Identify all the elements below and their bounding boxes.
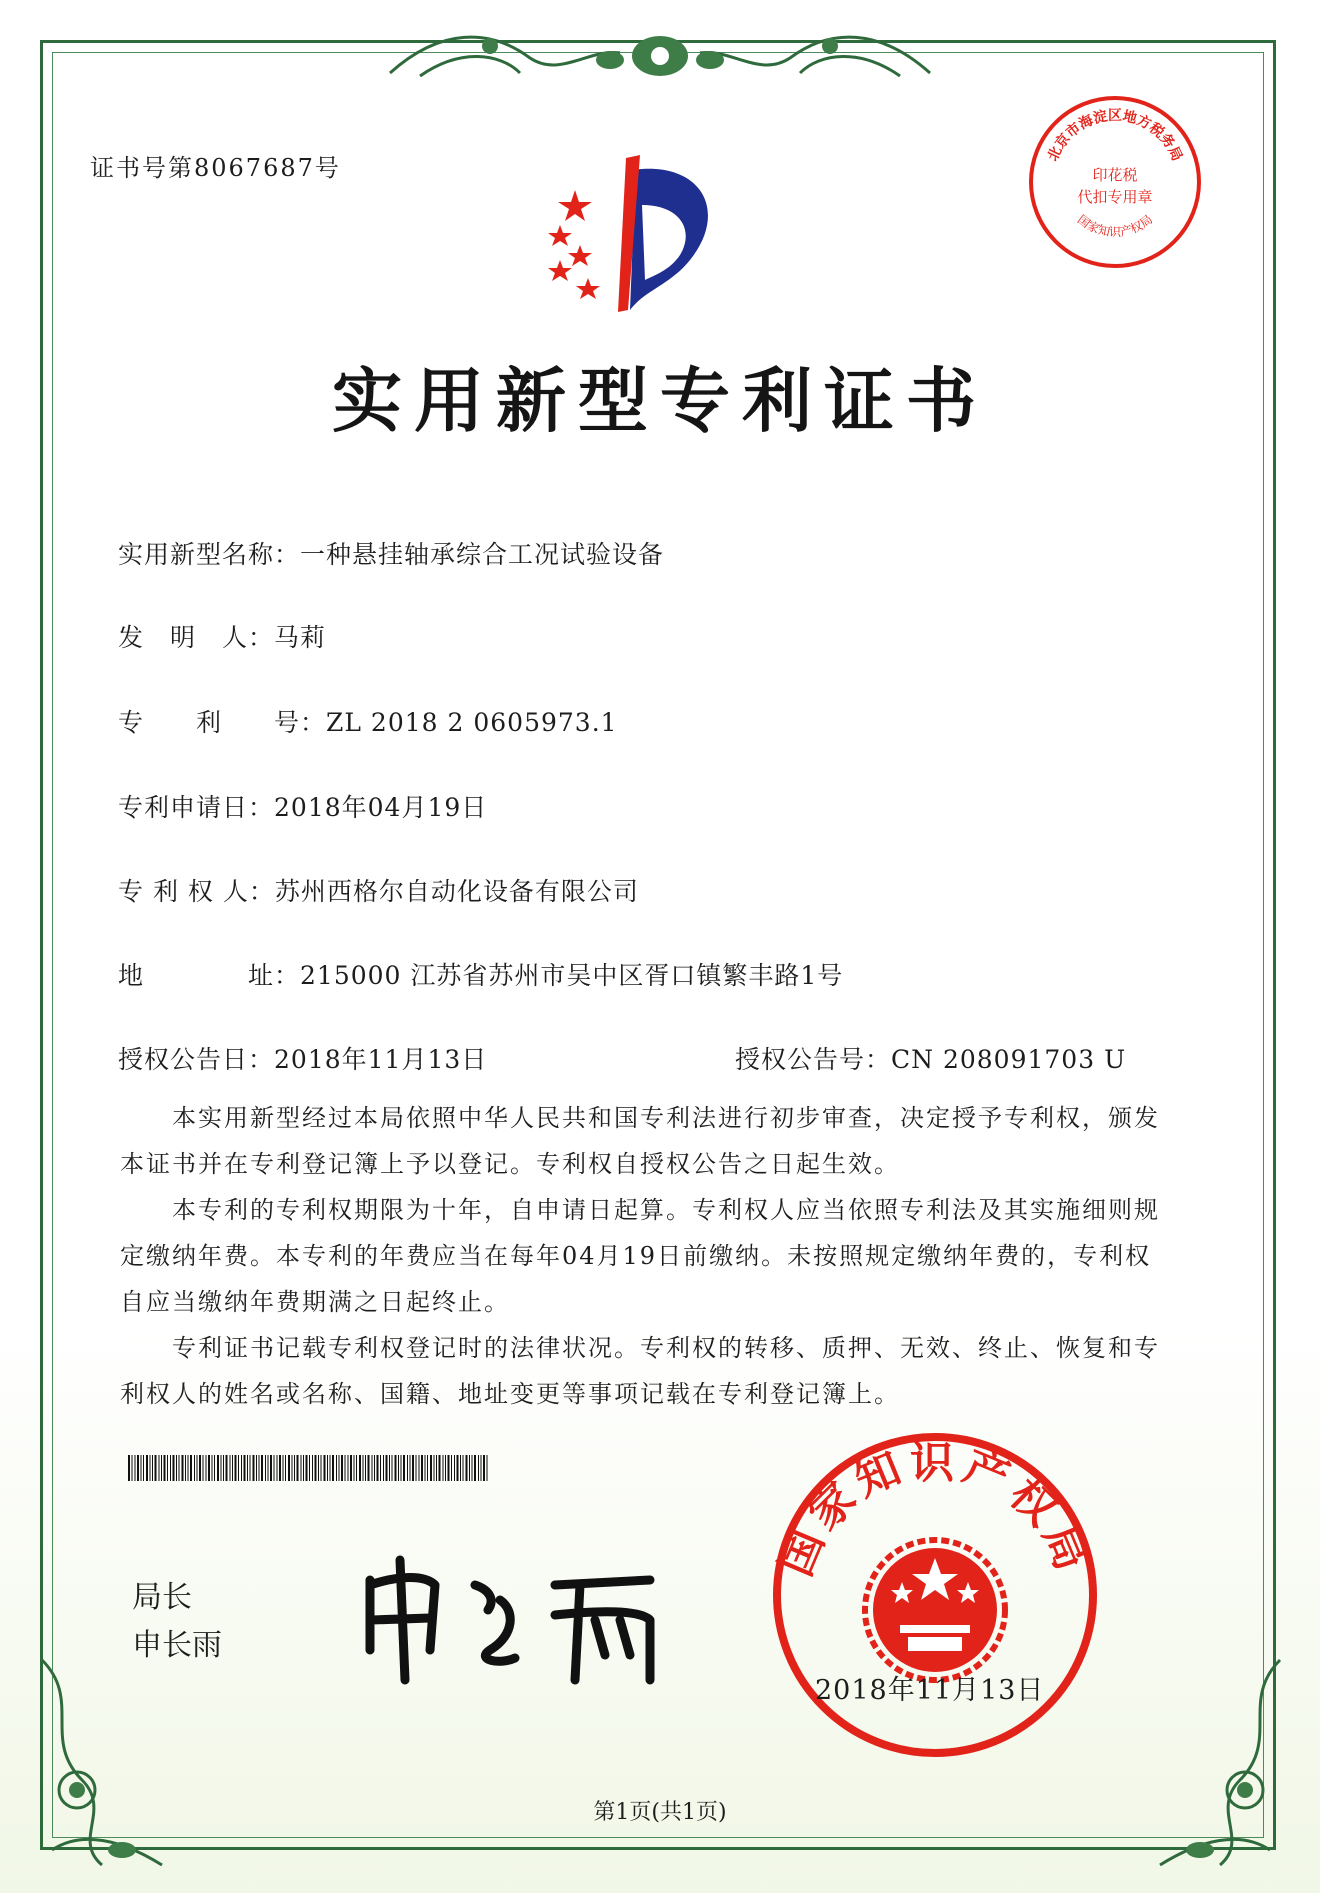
- grant-number-row: [735, 1040, 1126, 1076]
- barcode-bar: [279, 1455, 281, 1481]
- barcode-bar: [315, 1455, 317, 1481]
- grant-date-value: 2018年11月13日: [274, 1045, 488, 1074]
- barcode-bar: [128, 1455, 130, 1481]
- barcode-bar: [253, 1455, 255, 1481]
- barcode-bar: [339, 1455, 340, 1481]
- seal-text: 国家知识产权局: [770, 1437, 1100, 1584]
- handwritten-signature: [350, 1540, 680, 1690]
- patentee-row: [118, 872, 639, 908]
- barcode-bar: [294, 1455, 295, 1481]
- barcode-bar: [259, 1455, 260, 1481]
- barcode-bar: [483, 1455, 485, 1481]
- barcode-bar: [439, 1455, 441, 1481]
- barcode-bar: [324, 1455, 326, 1481]
- patent-number-row: [118, 703, 618, 739]
- barcode-bar: [214, 1455, 215, 1481]
- barcode-bar: [398, 1455, 399, 1481]
- barcode-bar: [190, 1455, 192, 1481]
- barcode-bar: [466, 1455, 468, 1481]
- barcode-bar: [403, 1455, 405, 1481]
- barcode-bar: [274, 1455, 275, 1481]
- barcode-bar: [430, 1455, 432, 1481]
- barcode-bar: [285, 1455, 286, 1481]
- barcode-bar: [445, 1455, 446, 1481]
- barcode-bar: [137, 1455, 139, 1481]
- barcode-bar: [241, 1455, 242, 1481]
- bottom-left-ornament: [22, 1640, 182, 1880]
- patent-office-emblem: [530, 150, 740, 325]
- seal-date: 2018年11月13日: [815, 1675, 1045, 1706]
- inventor-row: [118, 618, 326, 654]
- paragraph-1: 本实用新型经过本局依照中华人民共和国专利法进行初步审查，决定授予专利权，颁发本证书并在专利登记簿上予以登记。专利权自授权公告之日起生效。: [120, 1104, 1160, 1178]
- paragraph-2: 本专利的专利权期限为十年，自申请日起算。专利权人应当依照专利法及其实施细则规定缴纳年费。本专利的年费应当在每年04月19日前缴纳。未按照规定缴纳年费的，专利权自应当缴纳年费期满之日起终止。: [120, 1196, 1160, 1316]
- barcode-bar: [419, 1455, 420, 1481]
- application-date-value: 2018年04月19日: [274, 793, 488, 822]
- barcode-bar: [359, 1455, 361, 1481]
- grant-number-label: 授权公告号：: [735, 1045, 892, 1074]
- barcode-bar: [363, 1455, 364, 1481]
- barcode-bar: [332, 1455, 334, 1481]
- barcode-bar: [416, 1455, 417, 1481]
- barcode-bar: [141, 1455, 142, 1481]
- page-footer: 第1页(共1页): [593, 1800, 727, 1825]
- barcode-bar: [410, 1455, 411, 1481]
- barcode-bar: [277, 1455, 278, 1481]
- barcode-bar: [478, 1455, 479, 1481]
- barcode-bar: [150, 1455, 151, 1481]
- barcode-bar: [292, 1455, 293, 1481]
- barcode-bar: [380, 1455, 381, 1481]
- barcode-bar: [170, 1455, 171, 1481]
- barcode-bar: [265, 1455, 266, 1481]
- barcode-bar: [481, 1455, 482, 1481]
- tax-seal-outer-text: 北京市海淀区地方税务局: [1045, 108, 1185, 164]
- barcode-bar: [167, 1455, 168, 1481]
- barcode: [128, 1455, 490, 1481]
- barcode-bar: [312, 1455, 313, 1481]
- address-value: 215000 江苏省苏州市吴中区胥口镇繁丰路1号: [300, 961, 844, 990]
- grant-date-label: 授权公告日：: [118, 1045, 275, 1074]
- barcode-bar: [395, 1455, 397, 1481]
- barcode-bar: [188, 1455, 189, 1481]
- utility-model-name-value: 一种悬挂轴承综合工况试验设备: [300, 540, 665, 569]
- barcode-bar: [330, 1455, 331, 1481]
- barcode-bar: [203, 1455, 204, 1481]
- barcode-bar: [345, 1455, 346, 1481]
- director-title: 局长: [132, 1580, 192, 1615]
- barcode-bar: [303, 1455, 304, 1481]
- cnipa-official-seal: [770, 1430, 1100, 1760]
- top-ornament: [380, 18, 940, 93]
- barcode-bar: [176, 1455, 177, 1481]
- barcode-bar: [297, 1455, 299, 1481]
- barcode-bar: [244, 1455, 246, 1481]
- barcode-bar: [235, 1455, 237, 1481]
- barcode-bar: [487, 1455, 488, 1481]
- barcode-bar: [208, 1455, 210, 1481]
- barcode-bar: [327, 1455, 328, 1481]
- barcode-bar: [474, 1455, 476, 1481]
- barcode-bar: [194, 1455, 195, 1481]
- barcode-bar: [460, 1455, 461, 1481]
- barcode-bar: [132, 1455, 133, 1481]
- barcode-bar: [368, 1455, 370, 1481]
- barcode-bar: [421, 1455, 423, 1481]
- barcode-bar: [182, 1455, 184, 1481]
- barcode-bar: [155, 1455, 157, 1481]
- barcode-bar: [412, 1455, 414, 1481]
- barcode-bar: [365, 1455, 366, 1481]
- address-row: [118, 956, 843, 992]
- barcode-bar: [159, 1455, 160, 1481]
- barcode-bar: [232, 1455, 233, 1481]
- barcode-bar: [283, 1455, 284, 1481]
- barcode-bar: [221, 1455, 222, 1481]
- certificate-title: 实用新型专利证书: [332, 360, 988, 442]
- barcode-bar: [185, 1455, 186, 1481]
- tax-seal-line2: 代扣专用章: [1077, 188, 1153, 206]
- tax-seal: [1025, 92, 1205, 272]
- barcode-bar: [173, 1455, 175, 1481]
- barcode-bar: [469, 1455, 470, 1481]
- barcode-bar: [454, 1455, 455, 1481]
- barcode-bar: [247, 1455, 248, 1481]
- barcode-bar: [212, 1455, 213, 1481]
- barcode-bar: [434, 1455, 435, 1481]
- patentee-label: 专 利 权 人：: [118, 877, 275, 906]
- barcode-bar: [270, 1455, 272, 1481]
- barcode-bar: [309, 1455, 310, 1481]
- barcode-bar: [336, 1455, 337, 1481]
- barcode-bar: [230, 1455, 231, 1481]
- barcode-bar: [383, 1455, 384, 1481]
- barcode-bar: [386, 1455, 388, 1481]
- patent-number-value: ZL 2018 2 0605973.1: [326, 708, 618, 737]
- barcode-bar: [341, 1455, 343, 1481]
- patentee-value: 苏州西格尔自动化设备有限公司: [274, 877, 639, 906]
- barcode-bar: [179, 1455, 180, 1481]
- barcode-bar: [256, 1455, 257, 1481]
- barcode-bar: [443, 1455, 444, 1481]
- barcode-bar: [164, 1455, 166, 1481]
- barcode-bar: [268, 1455, 269, 1481]
- barcode-bar: [197, 1455, 198, 1481]
- barcode-bar: [226, 1455, 228, 1481]
- barcode-bar: [451, 1455, 452, 1481]
- barcode-bar: [356, 1455, 357, 1481]
- barcode-bar: [448, 1455, 450, 1481]
- barcode-bar: [407, 1455, 408, 1481]
- barcode-bar: [427, 1455, 428, 1481]
- paragraph-3: 专利证书记载专利权登记时的法律状况。专利权的转移、质押、无效、终止、恢复和专利权人的姓名或名称、国籍、地址变更等事项记载在专利登记簿上。: [120, 1334, 1160, 1408]
- barcode-bar: [161, 1455, 162, 1481]
- barcode-bar: [401, 1455, 402, 1481]
- barcode-bar: [372, 1455, 373, 1481]
- barcode-bar: [146, 1455, 148, 1481]
- barcode-bar: [152, 1455, 153, 1481]
- utility-model-name-row: [118, 535, 664, 571]
- patent-number-label: 专 利 号：: [118, 708, 327, 737]
- barcode-bar: [261, 1455, 263, 1481]
- barcode-bar: [318, 1455, 319, 1481]
- tax-seal-line1: 印花税: [1092, 166, 1138, 184]
- address-label: 地 址：: [118, 961, 301, 990]
- utility-model-name-label: 实用新型名称：: [118, 540, 301, 569]
- director-name: 申长雨: [132, 1628, 222, 1663]
- barcode-bar: [135, 1455, 136, 1481]
- grant-number-value: CN 208091703 U: [891, 1045, 1127, 1074]
- barcode-bar: [348, 1455, 349, 1481]
- barcode-bar: [250, 1455, 251, 1481]
- tax-seal-bottom-text: 国家知识产权局: [1074, 212, 1156, 240]
- barcode-bar: [457, 1455, 459, 1481]
- bottom-right-ornament: [1140, 1640, 1300, 1880]
- barcode-bar: [354, 1455, 355, 1481]
- barcode-bar: [238, 1455, 239, 1481]
- barcode-bar: [206, 1455, 207, 1481]
- barcode-bar: [374, 1455, 375, 1481]
- barcode-bar: [321, 1455, 322, 1481]
- inventor-label: 发 明 人：: [118, 623, 275, 652]
- barcode-bar: [223, 1455, 224, 1481]
- barcode-bar: [377, 1455, 379, 1481]
- inventor-value: 马莉: [274, 623, 327, 652]
- grant-date-row: [118, 1040, 487, 1076]
- barcode-bar: [425, 1455, 426, 1481]
- application-date-label: 专利申请日：: [118, 793, 275, 822]
- barcode-bar: [350, 1455, 352, 1481]
- barcode-bar: [143, 1455, 144, 1481]
- barcode-bar: [199, 1455, 201, 1481]
- barcode-bar: [436, 1455, 437, 1481]
- barcode-bar: [392, 1455, 393, 1481]
- application-date-row: [118, 788, 487, 824]
- certificate-number: 证书号第8067687号: [90, 154, 341, 182]
- barcode-bar: [217, 1455, 219, 1481]
- barcode-bar: [301, 1455, 302, 1481]
- barcode-bar: [472, 1455, 473, 1481]
- barcode-bar: [463, 1455, 464, 1481]
- barcode-bar: [306, 1455, 308, 1481]
- barcode-bar: [288, 1455, 290, 1481]
- svg-text:国家知识产权局: [1075, 212, 1155, 239]
- barcode-bar: [389, 1455, 390, 1481]
